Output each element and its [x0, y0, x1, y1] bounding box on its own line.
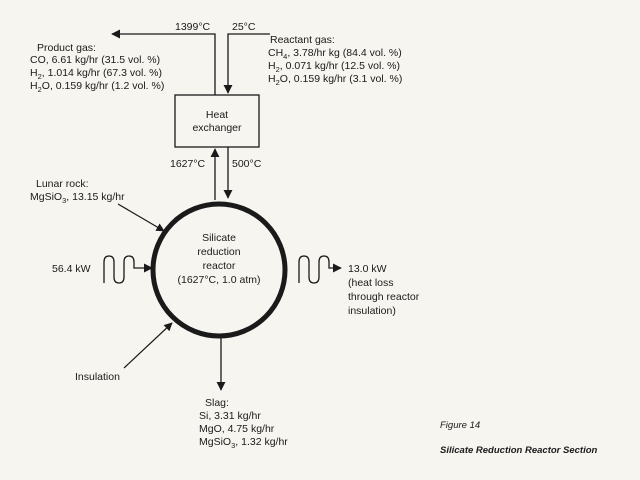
- reactant-gas-ch4: $CH_4$, 3.78/hr kg (84.4 vol. %): [268, 47, 402, 61]
- product-gas-co: CO, 6.61 kg/hr (31.5 vol. %): [30, 54, 161, 66]
- insulation-label: Insulation: [75, 371, 120, 383]
- lunar-rock-title: Lunar rock:: [36, 178, 89, 190]
- reactant-gas-title: Reactant gas:: [270, 34, 335, 46]
- heat-loss: [299, 256, 420, 317]
- slag-title: Slag:: [205, 397, 229, 409]
- reactor-label-line4: (1627°C, 1.0 atm): [177, 274, 261, 286]
- hx-to-reactor-temp: 500°C: [232, 158, 262, 170]
- lunar-rock-feed: MgSiO$_3$, 13.15 kg/hr: [30, 191, 125, 205]
- slag-output: [199, 338, 288, 450]
- heat-input: [52, 256, 152, 283]
- reactant-gas-h2o: $H_2O$, 0.159 kg/hr (3.1 vol. %): [268, 73, 403, 87]
- heat-exchanger-box: [175, 95, 259, 147]
- product-gas-h2o: $H_2O$, 0.159 kg/hr (1.2 vol. %): [30, 80, 165, 94]
- heat-exchanger-label-line2: exchanger: [192, 122, 242, 134]
- heat-input-label: 56.4 kW: [52, 263, 91, 275]
- reactor-label-line3: reactor: [202, 260, 236, 272]
- lunar-rock-block: [30, 178, 164, 231]
- slag-mgo: MgO, 4.75 kg/hr: [199, 423, 275, 435]
- product-gas-title: Product gas:: [37, 42, 96, 54]
- heat-input-coil-icon: [104, 256, 152, 283]
- slag-si: Si, 3.31 kg/hr: [199, 410, 261, 422]
- heat-exchanger-label-line1: Heat: [205, 109, 229, 121]
- insulation-arrow: [124, 323, 172, 368]
- reactor-label-line2: reduction: [197, 246, 241, 258]
- insulation-callout: [75, 323, 172, 383]
- reactor: [153, 204, 285, 336]
- product-out-temp: 1399°C: [175, 21, 211, 33]
- heat-loss-line4: insulation): [348, 305, 396, 317]
- product-gas-block: [30, 42, 164, 94]
- lunar-rock-arrow: [118, 204, 164, 231]
- heat-loss-line1: 13.0 kW: [348, 263, 387, 275]
- figure-title: Silicate Reduction Reactor Section: [440, 445, 598, 456]
- heat-loss-line3: through reactor: [348, 291, 420, 303]
- slag-mgsio3: MgSiO$_3$, 1.32 kg/hr: [199, 436, 288, 450]
- heat-loss-line2: (heat loss: [348, 277, 394, 289]
- product-gas-h2: $H_2$, 1.014 kg/hr (67.3 vol. %): [30, 67, 162, 81]
- reactant-gas-line: [228, 34, 270, 93]
- reactant-in-temp: 25°C: [232, 21, 256, 33]
- figure-caption: [440, 420, 598, 456]
- heat-exchanger: [175, 95, 259, 147]
- figure-number: Figure 14: [440, 420, 481, 431]
- reactant-gas-h2: $H_2$, 0.071 kg/hr (12.5 vol. %): [268, 60, 400, 74]
- reactor-label-line1: Silicate: [202, 232, 236, 244]
- heat-loss-coil-icon: [299, 256, 341, 283]
- reactor-to-hx-temp: 1627°C: [170, 158, 206, 170]
- hx-reactor-lines: [215, 147, 228, 200]
- reactant-gas-block: [268, 34, 402, 87]
